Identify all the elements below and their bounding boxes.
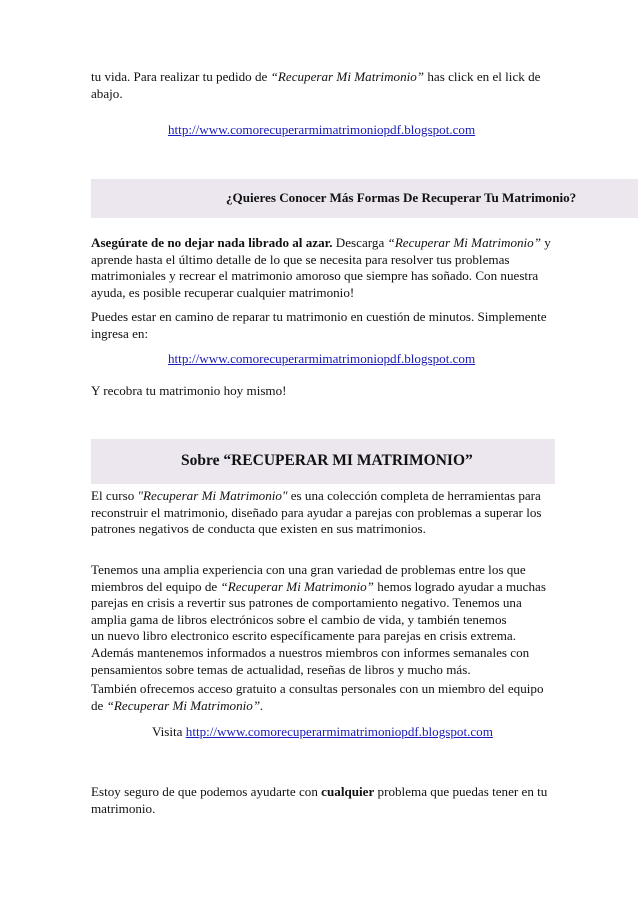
body-text: El curso (91, 488, 138, 503)
body-text: Tenemos una amplia experiencia con una gran variedad de problemas entre los que (91, 562, 526, 577)
body-text: aprende hasta el último detalle de lo que se necesita para resolver tus problemas (91, 251, 510, 267)
section2-paragraph (91, 681, 561, 714)
section1-paragraph (91, 309, 561, 342)
intro-text: tu vida. Para realizar tu pedido de (91, 69, 271, 84)
section1-closing (91, 383, 551, 400)
section-banner (91, 179, 638, 218)
body-text: Estoy seguro de que podemos ayudarte con (91, 784, 322, 799)
product-name: “Recuperar Mi Matrimonio” (387, 235, 542, 250)
body-text: problema que puedas tener en tu (374, 784, 548, 799)
body-text: miembros del equipo de (91, 578, 221, 594)
visit-label: Visita (152, 724, 186, 739)
emphasis-text: cualquier (321, 784, 375, 799)
intro-text: has click en el lick de (424, 69, 541, 84)
section2-closing (91, 784, 561, 817)
banner-title: Sobre “RECUPERAR MI MATRIMONIO” (181, 452, 473, 470)
body-text: Descarga (332, 235, 388, 250)
banner-title: ¿Quieres Conocer Más Formas De Recuperar Tu Matrimonio? (226, 190, 577, 206)
body-text: de (91, 697, 107, 713)
body-text: ayuda, es posible recuperar cualquier matrimonio! (91, 284, 355, 300)
body-text: un nuevo libro electronico escrito específicamente para parejas en crisis extrema. (91, 628, 516, 644)
section1-paragraph (91, 235, 561, 301)
section2-paragraph (91, 562, 561, 678)
section-banner (91, 439, 555, 484)
body-text: matrimoniales y recrear el matrimonio amoroso que siempre has soñado. Con nuestra (91, 268, 539, 284)
blog-link[interactable]: http://www.comorecuperarmimatrimoniopdf.blogspot.com (168, 122, 476, 137)
body-text: es una colección completa de herramientas para (287, 488, 541, 503)
body-text: pensamientos sobre temas de actualidad, reseñas de libros y mucho más. (91, 661, 471, 677)
body-text: hemos logrado ayudar a muchas (373, 578, 546, 594)
body-text: Además mantenemos informados a nuestros miembros con informes semanales con (91, 644, 530, 660)
body-text: y (541, 235, 551, 250)
body-text: reconstruir el matrimonio, diseñado para ayudar a parejas con problemas a superar los (91, 504, 542, 520)
body-text: ingresa en: (91, 325, 149, 341)
emphasis-text: Asegúrate de no dejar nada librado al azar. (91, 235, 333, 250)
blog-link[interactable]: http://www.comorecuperarmimatrimoniopdf.blogspot.com (168, 351, 476, 366)
intro-text: abajo. (91, 85, 123, 101)
section2-paragraph (91, 488, 561, 538)
visit-line (152, 724, 493, 741)
body-text: amplia gama de libros electrónicos sobre el cambio de vida, y también tenemos (91, 611, 507, 627)
body-text: Puedes estar en camino de reparar tu matrimonio en cuestión de minutos. Simplemente (91, 309, 547, 324)
blog-link[interactable]: http://www.comorecuperarmimatrimoniopdf.blogspot.com (185, 724, 493, 739)
body-text: parejas en crisis a revertir sus patrones de comportamiento negativo. Tenemos una (91, 595, 522, 611)
body-text: También ofrecemos acceso gratuito a consultas personales con un miembro del equipo (91, 681, 544, 696)
product-name: "Recuperar Mi Matrimonio" (137, 488, 288, 503)
intro-paragraph (91, 69, 551, 102)
product-name: “Recuperar Mi Matrimonio” (270, 69, 425, 84)
body-text: Y recobra tu matrimonio hoy mismo! (91, 383, 287, 398)
body-text: patrones negativos de conducta que existen en sus matrimonios. (91, 521, 426, 537)
body-text: matrimonio. (91, 800, 156, 816)
product-name: “Recuperar Mi Matrimonio” (220, 578, 374, 594)
product-name: “Recuperar Mi Matrimonio”. (106, 697, 264, 713)
